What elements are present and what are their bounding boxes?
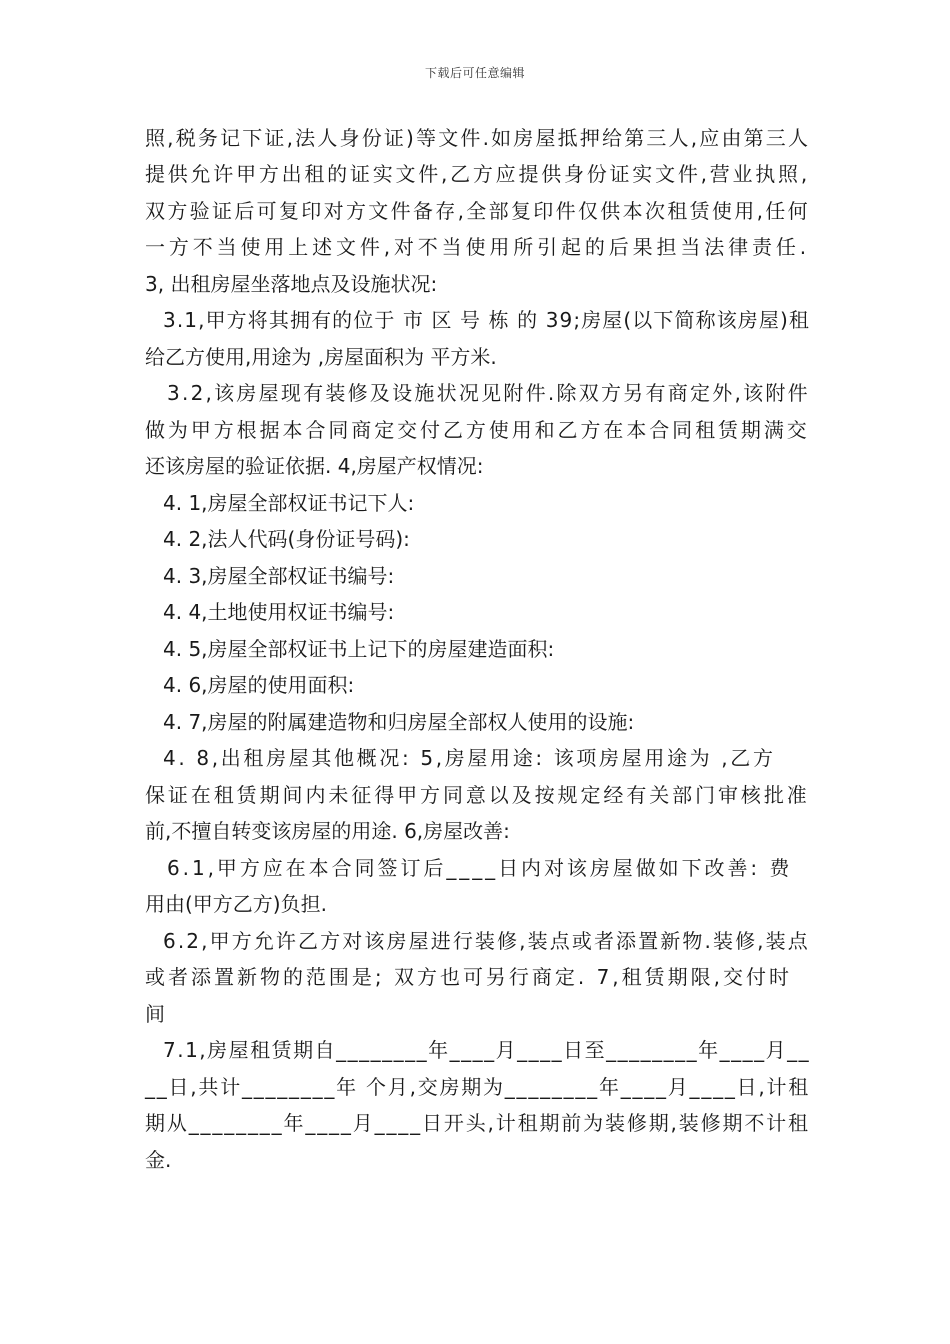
text-line: __日,共计________年 个月,交房期为________年____月____日,计租	[145, 1074, 811, 1099]
text-line: 4. 8,出租房屋其他概况: 5,房屋用途: 该项房屋用途为 ,乙方	[163, 746, 776, 771]
text-line: 做为甲方根据本合同商定交付乙方使用和乙方在本合同租赁期满交	[145, 417, 810, 442]
document-body	[145, 118, 810, 1177]
section-heading: 3, 出租房屋坐落地点及设施状况:	[145, 271, 438, 296]
text-line: 给乙方使用,用途为 ,房屋面积为 平方米.	[145, 344, 497, 369]
text-line: 7.1,房屋租赁期自________年____月____日至________年____月__	[163, 1038, 811, 1063]
page-header: 下载后可任意编辑	[424, 66, 525, 80]
list-item: 4. 7,房屋的附属建造物和归房屋全部权人使用的设施:	[163, 709, 635, 734]
text-line: 前,不擅自转变该房屋的用途. 6,房屋改善:	[145, 819, 510, 844]
text-line: 金.	[145, 1147, 172, 1172]
text-line: 6.1,甲方应在本合同签订后____日内对该房屋做如下改善: 费	[167, 855, 793, 880]
list-item: 4. 6,房屋的使用面积:	[163, 673, 355, 698]
list-item: 4. 5,房屋全部权证书上记下的房屋建造面积:	[163, 636, 555, 661]
list-item: 4. 4,土地使用权证书编号:	[163, 600, 395, 625]
text-line: 3.1,甲方将其拥有的位于 市 区 号 栋 的 39;房屋(以下简称该房屋)租	[163, 308, 811, 333]
text-line: 期从________年____月____日开头,计租期前为装修期,装修期不计租	[145, 1111, 810, 1136]
text-line: 还该房屋的验证依据. 4,房屋产权情况:	[145, 454, 484, 479]
text-line: 双方验证后可复印对方文件备存,全部复印件仅供本次租赁使用,任何	[145, 198, 810, 223]
text-line: 照,税务记下证,法人身份证)等文件.如房屋抵押给第三人,应由第三人	[145, 125, 811, 150]
text-line: 3.2,该房屋现有装修及设施状况见附件.除双方另有商定外,该附件	[167, 381, 810, 406]
text-line: 一方不当使用上述文件,对不当使用所引起的后果担当法律责任.	[145, 235, 810, 260]
list-item: 4. 3,房屋全部权证书编号:	[163, 563, 395, 588]
text-line: 或者添置新物的范围是; 双方也可另行商定. 7,租赁期限,交付时	[145, 965, 792, 990]
text-line: 用由(甲方乙方)负担.	[145, 892, 327, 917]
text-line: 保证在租赁期间内未征得甲方同意以及按规定经有关部门审核批准	[145, 782, 810, 807]
text-line: 间	[145, 1001, 165, 1026]
list-item: 4. 1,房屋全部权证书记下人:	[163, 490, 415, 515]
text-line: 提供允许甲方出租的证实文件,乙方应提供身份证实文件,营业执照,	[145, 162, 810, 187]
list-item: 4. 2,法人代码(身份证号码):	[163, 527, 410, 552]
text-line: 6.2,甲方允许乙方对该房屋进行装修,装点或者添置新物.装修,装点	[163, 928, 810, 953]
